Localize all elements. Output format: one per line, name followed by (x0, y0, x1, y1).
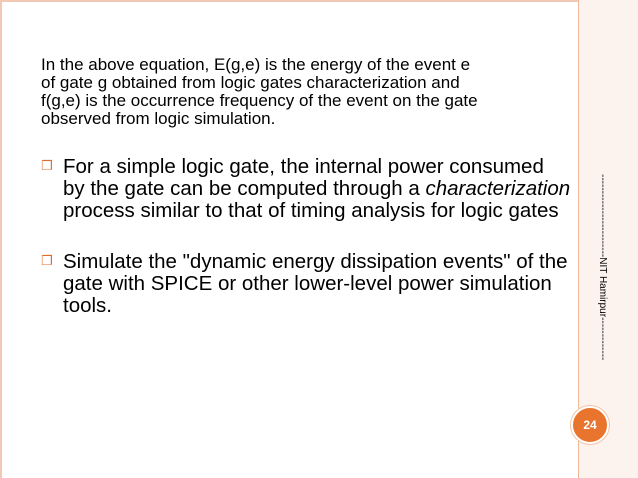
intro-line: of gate g obtained from logic gates characterization and (41, 73, 460, 92)
left-border-line (0, 0, 2, 478)
bullet-text (63, 250, 568, 317)
hollow-diamond-bullet-icon: ❒ (41, 254, 53, 269)
bullet-text (63, 155, 570, 222)
side-footer-label (591, 160, 613, 375)
bullet-item (41, 156, 571, 222)
page-number-badge (571, 406, 609, 444)
hollow-diamond-bullet-icon: ❒ (41, 159, 53, 174)
bullet-emphasis: characterization (425, 177, 571, 200)
right-divider-line (578, 0, 579, 478)
bullet-text-start: For a simple logic gate, the internal power consumed by the gate can be computed through a (63, 155, 544, 200)
intro-line: f(g,e) is the occurrence frequency of the event on the gate (41, 91, 478, 110)
bullet-item (41, 251, 571, 317)
page-number: 24 (583, 418, 597, 432)
bullet-text-end: process similar to that of timing analysis for logic gates (63, 199, 559, 222)
bullet-list (41, 156, 571, 317)
side-footer-text: -------------------------NIT Hamirpur------------- (597, 174, 608, 361)
intro-line: observed from logic simulation. (41, 109, 276, 128)
intro-paragraph (41, 56, 571, 128)
bullet-text-start: Simulate the "dynamic energy dissipation events" of the gate with SPICE or other lower-level power simulation tools. (63, 250, 568, 317)
intro-line: In the above equation, E(g,e) is the energy of the event e (41, 55, 471, 74)
top-border-line (0, 0, 638, 2)
